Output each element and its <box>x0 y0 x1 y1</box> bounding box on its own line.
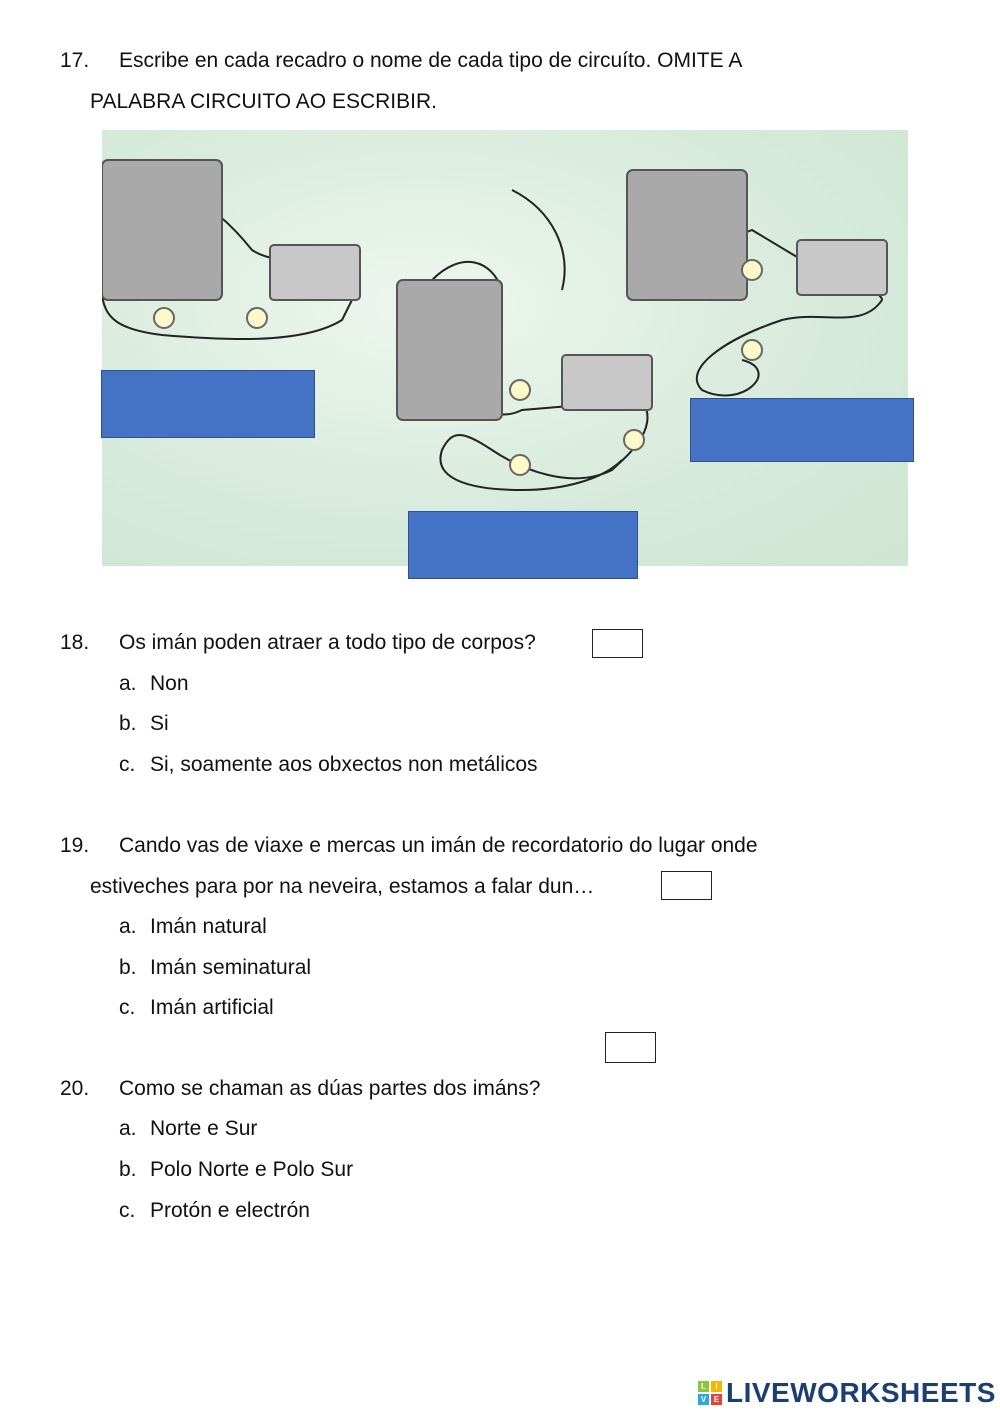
q19-text: Cando vas de viaxe e mercas un imán de recordatorio do lugar onde <box>119 834 758 857</box>
option-letter: a. <box>119 1117 137 1140</box>
q20-option-c: Protón e electrón <box>150 1199 310 1222</box>
option-letter: b. <box>119 1158 137 1181</box>
q17-number: 17. <box>60 49 90 72</box>
option-letter: a. <box>119 915 137 938</box>
q18-text: Os imán poden atraer a todo tipo de corpos? <box>119 631 536 654</box>
logo-letter: V <box>698 1394 709 1405</box>
q18-answer-box[interactable] <box>592 629 643 658</box>
answer-box-circuit-3[interactable] <box>690 398 914 462</box>
q19-option-b: Imán seminatural <box>150 956 312 979</box>
circuits-illustration <box>102 130 908 566</box>
q17-text-2: PALABRA CIRCUITO AO ESCRIBIR. <box>90 90 437 113</box>
q20-option-a: Norte e Sur <box>150 1117 258 1140</box>
option-letter: c. <box>119 753 136 776</box>
logo-letter: L <box>698 1381 709 1392</box>
answer-box-circuit-2[interactable] <box>408 511 638 579</box>
q20-answer-box[interactable] <box>605 1032 656 1063</box>
logo-text: LIVEWORKSHEETS <box>726 1377 996 1408</box>
q19-text-2: estiveches para por na neveira, estamos a falar dun… <box>90 875 595 898</box>
option-letter: b. <box>119 956 137 979</box>
q19-option-c: Imán artificial <box>150 996 274 1019</box>
option-letter: b. <box>119 712 137 735</box>
q18-number: 18. <box>60 631 90 654</box>
q19-answer-box[interactable] <box>661 871 712 900</box>
q20-text: Como se chaman as dúas partes dos imáns? <box>119 1077 541 1100</box>
q18-option-b: Si <box>150 712 169 735</box>
q20-number: 20. <box>60 1077 90 1100</box>
q19-option-a: Imán natural <box>150 915 267 938</box>
q18-option-a: Non <box>150 672 189 695</box>
logo-squares-icon <box>698 1381 722 1405</box>
option-letter: c. <box>119 1199 136 1222</box>
q19-number: 19. <box>60 834 90 857</box>
option-letter: a. <box>119 672 137 695</box>
logo-letter: E <box>711 1394 722 1405</box>
q17-text: Escribe en cada recadro o nome de cada tipo de circuíto. OMITE A <box>119 49 743 72</box>
liveworksheets-logo <box>698 1377 996 1409</box>
q18-option-c: Si, soamente aos obxectos non metálicos <box>150 753 538 776</box>
q20-option-b: Polo Norte e Polo Sur <box>150 1158 354 1181</box>
logo-letter: I <box>711 1381 722 1392</box>
answer-box-circuit-1[interactable] <box>101 370 315 438</box>
option-letter: c. <box>119 996 136 1019</box>
